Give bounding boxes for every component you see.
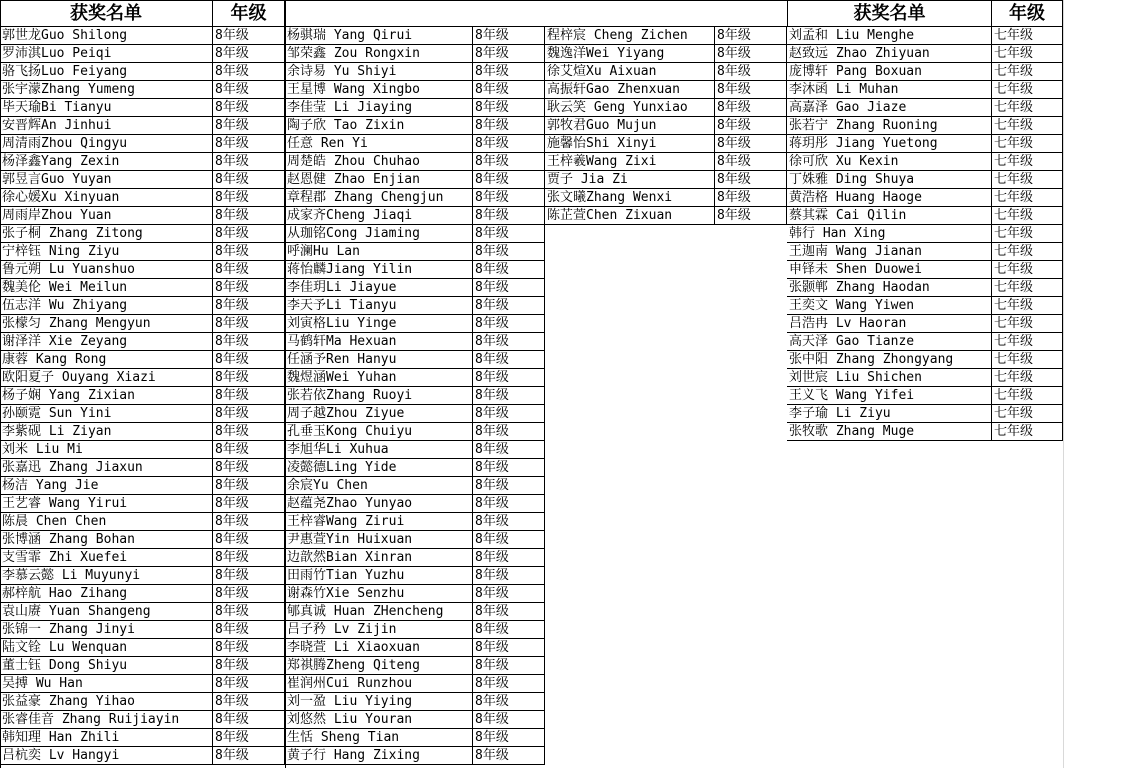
student-name: 蔡其霖 Cai Qilin — [787, 207, 992, 225]
grade-cell: 8年级 — [213, 333, 285, 351]
grade-cell: 8年级 — [473, 171, 545, 189]
grade-cell: 8年级 — [213, 693, 285, 711]
grade-cell: 8年级 — [213, 747, 285, 765]
table-border — [0, 0, 1063, 1]
student-name: 赵蕴尧Zhao Yunyao — [285, 495, 473, 513]
student-name: 韩行 Han Xing — [787, 225, 992, 243]
student-name: 呼澜Hu Lan — [285, 243, 473, 261]
grade-cell: 8年级 — [473, 549, 545, 567]
student-name: 高天泽 Gao Tianze — [787, 333, 992, 351]
grade-cell: 8年级 — [213, 657, 285, 675]
grade-cell: 8年级 — [213, 477, 285, 495]
student-name: 支雪霏 Zhi Xuefei — [0, 549, 213, 567]
grade-cell: 8年级 — [213, 81, 285, 99]
grade-cell: 8年级 — [213, 63, 285, 81]
grade-cell: 8年级 — [473, 513, 545, 531]
grid-line — [1063, 0, 1064, 768]
student-name: 黄浩格 Huang Haoge — [787, 189, 992, 207]
student-name: 伍志洋 Wu Zhiyang — [0, 297, 213, 315]
table-border — [0, 0, 1, 768]
student-name: 张益豪 Zhang Yihao — [0, 693, 213, 711]
student-name: 郑祺腾Zheng Qiteng — [285, 657, 473, 675]
student-name: 吴搏 Wu Han — [0, 675, 213, 693]
student-name: 李慕云懿 Li Muyunyi — [0, 567, 213, 585]
grade-cell: 8年级 — [715, 189, 787, 207]
grade-cell: 8年级 — [473, 153, 545, 171]
student-name: 张文曦Zhang Wenxi — [545, 189, 715, 207]
student-name: 高振轩Gao Zhenxuan — [545, 81, 715, 99]
grade-cell: 8年级 — [473, 279, 545, 297]
student-name: 陈芷萱Chen Zixuan — [545, 207, 715, 225]
student-name: 刘寅格Liu Yinge — [285, 315, 473, 333]
student-name: 吕杭奕 Lv Hangyi — [0, 747, 213, 765]
grade-cell: 8年级 — [473, 261, 545, 279]
grade-cell: 8年级 — [213, 225, 285, 243]
grade-cell: 8年级 — [473, 477, 545, 495]
student-name: 周雨岸Zhou Yuan — [0, 207, 213, 225]
grade-cell: 七年级 — [992, 279, 1063, 297]
grade-cell: 七年级 — [992, 171, 1063, 189]
grade-cell: 8年级 — [473, 621, 545, 639]
student-name: 罗沛淇Luo Peiqi — [0, 45, 213, 63]
student-name: 张若依Zhang Ruoyi — [285, 387, 473, 405]
student-name: 贾子 Jia Zi — [545, 171, 715, 189]
student-name: 刘孟和 Liu Menghe — [787, 27, 992, 45]
student-name: 李旭华Li Xuhua — [285, 441, 473, 459]
student-name: 任涵予Ren Hanyu — [285, 351, 473, 369]
grade-cell: 8年级 — [473, 99, 545, 117]
grade-cell: 8年级 — [473, 567, 545, 585]
grade-cell: 七年级 — [992, 297, 1063, 315]
grade-cell: 8年级 — [213, 621, 285, 639]
student-name: 李紫砚 Li Ziyan — [0, 423, 213, 441]
grade-cell: 8年级 — [715, 171, 787, 189]
student-name: 魏逸洋Wei Yiyang — [545, 45, 715, 63]
grade-cell: 8年级 — [213, 387, 285, 405]
student-name: 吕浩冉 Lv Haoran — [787, 315, 992, 333]
grade-cell: 8年级 — [213, 297, 285, 315]
grade-cell: 8年级 — [213, 441, 285, 459]
grade-cell: 8年级 — [473, 711, 545, 729]
grade-cell: 8年级 — [473, 693, 545, 711]
student-name: 周楚皓 Zhou Chuhao — [285, 153, 473, 171]
student-name: 刘一盈 Liu Yiying — [285, 693, 473, 711]
grade-cell: 七年级 — [992, 189, 1063, 207]
grade-cell: 8年级 — [473, 657, 545, 675]
student-name: 袁山赓 Yuan Shangeng — [0, 603, 213, 621]
grade-cell: 8年级 — [213, 261, 285, 279]
student-name: 吕子矜 Lv Zijin — [285, 621, 473, 639]
student-name: 郝梓航 Hao Zihang — [0, 585, 213, 603]
grade-cell: 8年级 — [715, 153, 787, 171]
student-name: 张中阳 Zhang Zhongyang — [787, 351, 992, 369]
grade-cell: 8年级 — [473, 27, 545, 45]
grade-cell: 七年级 — [992, 81, 1063, 99]
student-name: 田雨竹Tian Yuzhu — [285, 567, 473, 585]
grade-cell: 8年级 — [213, 405, 285, 423]
grade-cell: 8年级 — [473, 45, 545, 63]
grade-cell: 8年级 — [473, 207, 545, 225]
grade-cell: 8年级 — [213, 675, 285, 693]
student-name: 耿云笑 Geng Yunxiao — [545, 99, 715, 117]
grade-cell: 8年级 — [473, 333, 545, 351]
grade-cell: 8年级 — [715, 135, 787, 153]
grade-cell: 8年级 — [213, 495, 285, 513]
student-name: 孔垂玉Kong Chuiyu — [285, 423, 473, 441]
grade-cell: 8年级 — [473, 387, 545, 405]
grade-cell: 8年级 — [473, 585, 545, 603]
grade-cell: 8年级 — [473, 225, 545, 243]
grade-cell: 8年级 — [473, 603, 545, 621]
student-name: 余宸Yu Chen — [285, 477, 473, 495]
student-name: 成家齐Cheng Jiaqi — [285, 207, 473, 225]
student-name: 魏美伦 Wei Meilun — [0, 279, 213, 297]
grade-cell: 8年级 — [473, 441, 545, 459]
student-name: 张檬匀 Zhang Mengyun — [0, 315, 213, 333]
student-name: 董士钰 Dong Shiyu — [0, 657, 213, 675]
student-name: 李天予Li Tianyu — [285, 297, 473, 315]
student-name: 李佳玥Li Jiayue — [285, 279, 473, 297]
grade-cell: 8年级 — [715, 63, 787, 81]
student-name: 骆飞扬Luo Feiyang — [0, 63, 213, 81]
grade-cell: 8年级 — [213, 279, 285, 297]
header-grade-left: 年级 — [213, 0, 285, 27]
grade-cell: 8年级 — [213, 639, 285, 657]
student-name: 鲁元朔 Lu Yuanshuo — [0, 261, 213, 279]
grade-cell: 8年级 — [473, 639, 545, 657]
grade-cell: 8年级 — [473, 495, 545, 513]
header-grade-right: 年级 — [992, 0, 1063, 27]
grade-cell: 8年级 — [473, 117, 545, 135]
grade-cell: 8年级 — [473, 369, 545, 387]
grade-cell: 8年级 — [473, 81, 545, 99]
grade-cell: 8年级 — [473, 459, 545, 477]
student-name: 从珈铭Cong Jiaming — [285, 225, 473, 243]
student-name: 章程郡 Zhang Chengjun — [285, 189, 473, 207]
student-name: 张睿佳音 Zhang Ruijiayin — [0, 711, 213, 729]
student-name: 刘世宸 Liu Shichen — [787, 369, 992, 387]
student-name: 张博涵 Zhang Bohan — [0, 531, 213, 549]
student-name: 凌懿德Ling Yide — [285, 459, 473, 477]
grade-cell: 8年级 — [213, 171, 285, 189]
grade-cell: 8年级 — [213, 531, 285, 549]
student-name: 郭昱言Guo Yuyan — [0, 171, 213, 189]
student-name: 毕天瑜Bi Tianyu — [0, 99, 213, 117]
grade-cell: 8年级 — [473, 189, 545, 207]
grade-cell: 8年级 — [213, 567, 285, 585]
student-name: 安晋辉An Jinhui — [0, 117, 213, 135]
student-name: 郭牧君Guo Mujun — [545, 117, 715, 135]
grade-cell: 8年级 — [715, 81, 787, 99]
student-name: 王迦南 Wang Jianan — [787, 243, 992, 261]
grade-cell: 8年级 — [473, 351, 545, 369]
grade-cell: 8年级 — [213, 513, 285, 531]
grade-cell: 8年级 — [715, 45, 787, 63]
grade-cell: 七年级 — [992, 369, 1063, 387]
grade-cell: 8年级 — [213, 423, 285, 441]
student-name: 蒋玥彤 Jiang Yuetong — [787, 135, 992, 153]
grade-cell: 8年级 — [473, 747, 545, 765]
student-name: 张若宁 Zhang Ruoning — [787, 117, 992, 135]
header-name-left: 获奖名单 — [0, 0, 213, 27]
student-name: 魏煜涵Wei Yuhan — [285, 369, 473, 387]
student-name: 杨子娴 Yang Zixian — [0, 387, 213, 405]
student-name: 周清雨Zhou Qingyu — [0, 135, 213, 153]
student-name: 康蓉 Kang Rong — [0, 351, 213, 369]
grade-cell: 8年级 — [213, 549, 285, 567]
grade-cell: 8年级 — [473, 297, 545, 315]
student-name: 宁梓钰 Ning Ziyu — [0, 243, 213, 261]
student-name: 李晓萱 Li Xiaoxuan — [285, 639, 473, 657]
student-name: 徐心媛Xu Xinyuan — [0, 189, 213, 207]
student-name: 张宇濛Zhang Yumeng — [0, 81, 213, 99]
grade-cell: 8年级 — [715, 117, 787, 135]
grade-cell: 七年级 — [992, 387, 1063, 405]
student-name: 杨洁 Yang Jie — [0, 477, 213, 495]
grade-cell: 七年级 — [992, 405, 1063, 423]
grade-cell: 8年级 — [213, 117, 285, 135]
grade-cell: 七年级 — [992, 333, 1063, 351]
student-name: 任意 Ren Yi — [285, 135, 473, 153]
student-name: 崔润州Cui Runzhou — [285, 675, 473, 693]
student-name: 王梓睿Wang Zirui — [285, 513, 473, 531]
grade-cell: 8年级 — [213, 603, 285, 621]
grade-cell: 8年级 — [213, 45, 285, 63]
grade-cell: 8年级 — [213, 135, 285, 153]
grade-cell: 七年级 — [992, 351, 1063, 369]
grade-cell: 七年级 — [992, 117, 1063, 135]
grade-cell: 七年级 — [992, 315, 1063, 333]
student-name: 高嘉泽 Gao Jiaze — [787, 99, 992, 117]
table-border — [285, 26, 787, 27]
student-name: 马鹤轩Ma Hexuan — [285, 333, 473, 351]
grade-cell: 七年级 — [992, 261, 1063, 279]
student-name: 陈晨 Chen Chen — [0, 513, 213, 531]
student-name: 尹惠萱Yin Huixuan — [285, 531, 473, 549]
student-name: 蒋怡麟Jiang Yilin — [285, 261, 473, 279]
grade-cell: 七年级 — [992, 225, 1063, 243]
grade-cell: 8年级 — [213, 189, 285, 207]
student-name: 邹荣鑫 Zou Rongxin — [285, 45, 473, 63]
grade-cell: 8年级 — [473, 135, 545, 153]
student-name: 王奕文 Wang Yiwen — [787, 297, 992, 315]
grade-cell: 七年级 — [992, 45, 1063, 63]
student-name: 谢森竹Xie Senzhu — [285, 585, 473, 603]
student-name: 生恬 Sheng Tian — [285, 729, 473, 747]
grade-cell: 8年级 — [473, 63, 545, 81]
grade-cell: 8年级 — [213, 99, 285, 117]
student-name: 韩知理 Han Zhili — [0, 729, 213, 747]
student-name: 王艺睿 Wang Yirui — [0, 495, 213, 513]
grade-cell: 七年级 — [992, 99, 1063, 117]
student-name: 黄子行 Hang Zixing — [285, 747, 473, 765]
student-name: 李佳莹 Li Jiaying — [285, 99, 473, 117]
grade-cell: 8年级 — [715, 99, 787, 117]
grade-cell: 七年级 — [992, 207, 1063, 225]
student-name: 王星博 Wang Xingbo — [285, 81, 473, 99]
student-name: 陆文铨 Lu Wenquan — [0, 639, 213, 657]
student-name: 张牧歌 Zhang Muge — [787, 423, 992, 441]
student-name: 李沐函 Li Muhan — [787, 81, 992, 99]
student-name: 徐可欣 Xu Kexin — [787, 153, 992, 171]
student-name: 刘悠然 Liu Youran — [285, 711, 473, 729]
grade-cell: 8年级 — [213, 243, 285, 261]
student-name: 张嘉迅 Zhang Jiaxun — [0, 459, 213, 477]
student-name: 张颢郸 Zhang Haodan — [787, 279, 992, 297]
student-name: 张子桐 Zhang Zitong — [0, 225, 213, 243]
student-name: 申铎未 Shen Duowei — [787, 261, 992, 279]
grade-cell: 8年级 — [473, 405, 545, 423]
grade-cell: 8年级 — [213, 711, 285, 729]
student-name: 施馨怡Shi Xinyi — [545, 135, 715, 153]
grade-cell: 8年级 — [213, 27, 285, 45]
grade-cell: 8年级 — [213, 153, 285, 171]
student-name: 程梓宸 Cheng Zichen — [545, 27, 715, 45]
student-name: 张锦一 Zhang Jinyi — [0, 621, 213, 639]
grade-cell: 8年级 — [213, 369, 285, 387]
grade-cell: 8年级 — [473, 423, 545, 441]
grade-cell: 七年级 — [992, 63, 1063, 81]
student-name: 余诗易 Yu Shiyi — [285, 63, 473, 81]
grade-cell: 七年级 — [992, 135, 1063, 153]
student-name: 庞博轩 Pang Boxuan — [787, 63, 992, 81]
student-name: 杨骐瑞 Yang Qirui — [285, 27, 473, 45]
student-name: 谢泽洋 Xie Zeyang — [0, 333, 213, 351]
grade-cell: 8年级 — [213, 729, 285, 747]
grade-cell: 七年级 — [992, 153, 1063, 171]
grade-cell: 8年级 — [715, 207, 787, 225]
grade-cell: 七年级 — [992, 423, 1063, 441]
student-name: 孙颐霓 Sun Yini — [0, 405, 213, 423]
student-name: 徐艾煊Xu Aixuan — [545, 63, 715, 81]
grade-cell: 8年级 — [473, 729, 545, 747]
student-name: 李子瑜 Li Ziyu — [787, 405, 992, 423]
grade-cell: 8年级 — [213, 207, 285, 225]
student-name: 陶子欣 Tao Zixin — [285, 117, 473, 135]
grade-cell: 8年级 — [473, 243, 545, 261]
student-name: 王义飞 Wang Yifei — [787, 387, 992, 405]
grade-cell: 8年级 — [213, 351, 285, 369]
grade-cell: 8年级 — [213, 459, 285, 477]
student-name: 赵恩健 Zhao Enjian — [285, 171, 473, 189]
student-name: 王梓羲Wang Zixi — [545, 153, 715, 171]
table-border — [285, 0, 286, 768]
grade-cell: 8年级 — [473, 531, 545, 549]
student-name: 丁姝雅 Ding Shuya — [787, 171, 992, 189]
student-name: 边歆然Bian Xinran — [285, 549, 473, 567]
grade-cell: 8年级 — [473, 315, 545, 333]
student-name: 欧阳夏子 Ouyang Xiazi — [0, 369, 213, 387]
student-name: 郇真诚 Huan ZHencheng — [285, 603, 473, 621]
student-name: 郭世龙Guo Shilong — [0, 27, 213, 45]
student-name: 赵致远 Zhao Zhiyuan — [787, 45, 992, 63]
student-name: 杨泽鑫Yang Zexin — [0, 153, 213, 171]
header-name-right: 获奖名单 — [787, 0, 992, 27]
grade-cell: 8年级 — [213, 315, 285, 333]
grade-cell: 七年级 — [992, 27, 1063, 45]
grade-cell: 8年级 — [213, 585, 285, 603]
grade-cell: 8年级 — [473, 675, 545, 693]
grade-cell: 七年级 — [992, 243, 1063, 261]
student-name: 刘米 Liu Mi — [0, 441, 213, 459]
grade-cell: 8年级 — [715, 27, 787, 45]
student-name: 周子越Zhou Ziyue — [285, 405, 473, 423]
